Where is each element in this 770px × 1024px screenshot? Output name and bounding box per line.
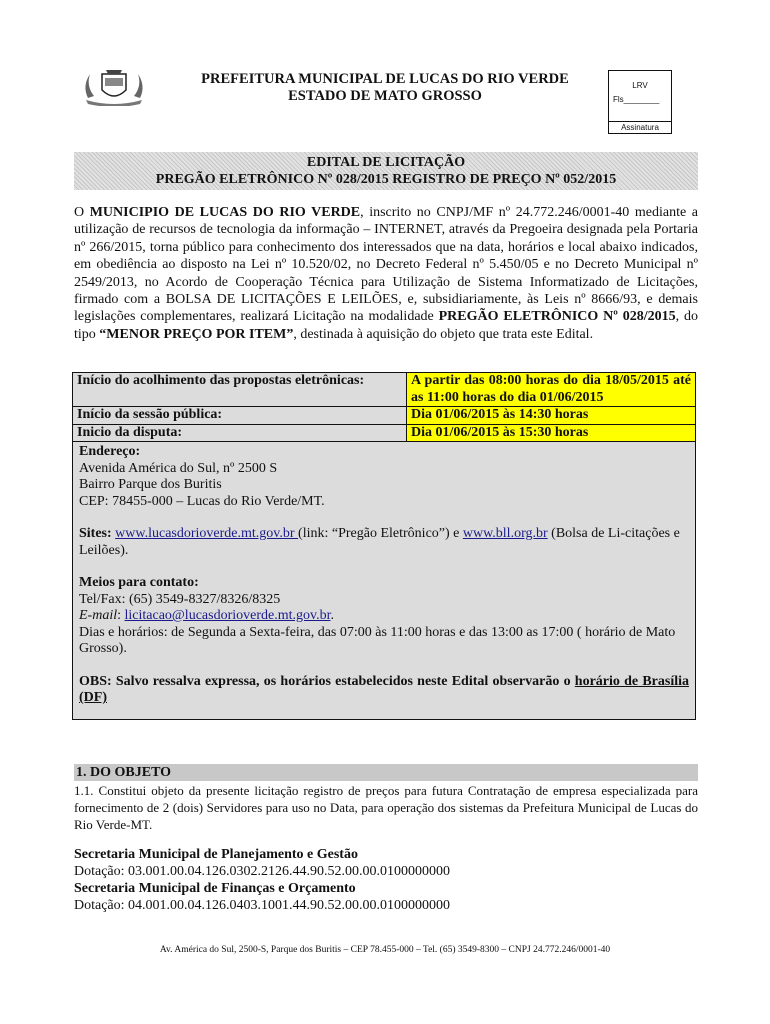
stamp-label: LRV xyxy=(632,81,648,90)
schedule-table xyxy=(72,372,696,720)
schedule-value: Dia 01/06/2015 às 14:30 horas xyxy=(407,407,696,425)
site-link-prefeitura[interactable]: www.lucasdorioverde.mt.gov.br xyxy=(115,526,299,541)
section-heading-objeto: 1. DO OBJETO xyxy=(74,764,698,781)
header-title: PREFEITURA MUNICIPAL DE LUCAS DO RIO VERDE xyxy=(201,71,569,87)
edital-title: EDITAL DE LICITAÇÃO xyxy=(306,155,466,170)
secretaria-dotacao: Dotação: 03.001.00.04.126.0302.2126.44.90.52.00.00.0100000000 xyxy=(74,864,451,879)
header-subtitle: ESTADO DE MATO GROSSO xyxy=(288,88,482,104)
secretaria-dotacao: Dotação: 04.001.00.04.126.0403.1001.44.90.52.00.00.0100000000 xyxy=(74,898,451,913)
secretaria-name: Secretaria Municipal de Planejamento e Gestão xyxy=(74,847,358,862)
table-row xyxy=(73,442,696,720)
email-link[interactable]: licitacao@lucasdorioverde.mt.gov.br xyxy=(124,608,331,623)
schedule-label: Início do acolhimento das propostas eletrônicas: xyxy=(73,373,407,407)
contact-heading: Meios para contato: xyxy=(79,575,199,590)
stamp-fls: Fls________ xyxy=(613,95,660,104)
page-stamp-box xyxy=(608,70,672,134)
address-contact-cell xyxy=(73,442,696,720)
address-line: Avenida América do Sul, nº 2500 S xyxy=(79,460,278,476)
sites-line: Sites: www.lucasdorioverde.mt.gov.br (link: “Pregão Eletrônico”) e www.bll.org.br (Bolsa de Li-citações e Leilões). xyxy=(79,526,680,558)
contact-phone: Tel/Fax: (65) 3549-8327/8326/8325 xyxy=(79,591,281,607)
edital-title-bar xyxy=(74,152,698,190)
municipal-crest-logo xyxy=(80,68,148,106)
page-footer: Av. América do Sul, 2500-S, Parque dos Buritis – CEP 78.455-000 – Tel. (65) 3549-8300 – CNPJ 24.772.246/0001-40 xyxy=(159,945,611,955)
address-heading: Endereço: xyxy=(79,444,141,459)
stamp-signature: Assinatura xyxy=(609,121,671,132)
edital-subtitle: PREGÃO ELETRÔNICO Nº 028/2015 REGISTRO DE PREÇO Nº 052/2015 xyxy=(155,172,617,187)
site-link-bll[interactable]: www.bll.org.br xyxy=(462,526,548,541)
objeto-text: 1.1. Constitui objeto da presente licitação registro de preços para futura Contratação de empresa especializada para fornecimento de 2 (dois) Servidores para uso no Data, para operação dos sistemas da Prefeitura Municipal de Lucas do Rio Verde-MT. xyxy=(74,783,698,832)
table-row xyxy=(73,407,696,425)
contact-hours: Dias e horários: de Segunda a Sexta-feira, das 07:00 às 11:00 horas e das 13:00 as 17:00 ( horário de Mato Grosso). xyxy=(79,624,676,656)
contact-email-line: E-mail: licitacao@lucasdorioverde.mt.gov.br. xyxy=(79,608,334,623)
intro-paragraph: O MUNICIPIO DE LUCAS DO RIO VERDE, inscrito no CNPJ/MF nº 24.772.246/0001-40 mediante a utilização de recursos de tecnologia da informação – INTERNET, através da Pregoeira designada pela Portaria nº 266/2015, torna público para conhecimento dos interessados que na data, horários e local abaixo indicados, em obediência ao disposto na Lei nº 10.520/02, no Decreto Federal nº 5.450/05 e no Decreto Municipal nº 2549/2013, no Acordo de Cooperação Técnica para Utilização de Sistema Informatizado de Licitações, firmado com a BOLSA DE LICITAÇÕES E LEILÕES, e, subsidiariamente, às Leis nº 8666/93, e demais legislações complementares, realizará Licitação na modalidade PREGÃO ELETRÔNICO Nº 028/2015, do tipo “MENOR PREÇO POR ITEM”, destinada à aquisição do objeto que trata este Edital. xyxy=(74,205,699,342)
schedule-value: A partir das 08:00 horas do dia 18/05/2015 até as 11:00 horas do dia 01/06/2015 xyxy=(407,373,696,407)
schedule-value: Dia 01/06/2015 às 15:30 horas xyxy=(407,424,696,442)
schedule-label: Inicio da disputa: xyxy=(73,424,407,442)
address-line: CEP: 78455-000 – Lucas do Rio Verde/MT. xyxy=(79,493,325,509)
obs-note: OBS: Salvo ressalva expressa, os horários estabelecidos neste Edital observarão o horário de Brasília (DF) xyxy=(79,673,689,705)
address-line: Bairro Parque dos Buritis xyxy=(79,477,222,492)
schedule-label: Início da sessão pública: xyxy=(73,407,407,425)
table-row xyxy=(73,373,696,407)
table-row xyxy=(73,424,696,442)
secretaria-name: Secretaria Municipal de Finanças e Orçamento xyxy=(74,881,356,896)
